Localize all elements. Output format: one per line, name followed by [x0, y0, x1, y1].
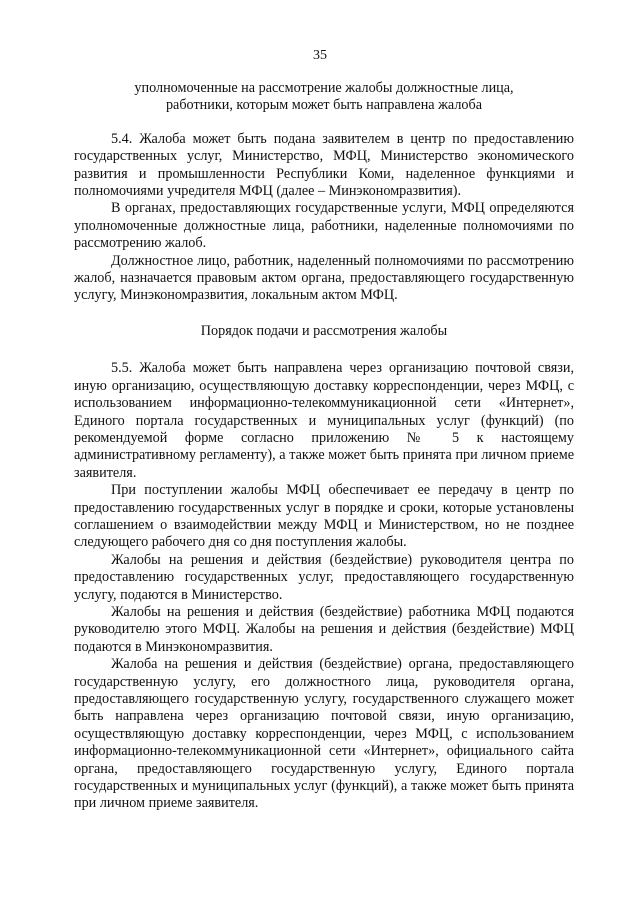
heading-line: уполномоченные на рассмотрение жалобы должностные лица, — [134, 80, 514, 96]
section-heading-responsible-persons — [74, 80, 574, 115]
page-number: 35 — [313, 48, 327, 63]
paragraph-5-5: 5.5. Жалоба может быть направлена через организацию почтовой связи, иную организацию, осуществляющую доставку корреспонденции, через МФЦ, с использованием информационно-телекоммуникационной сети «Интернет», Единого портала государственных и муниципальных услуг (функций) (по рекомендуемой форме согласно приложению № 5 к настоящему административному регламенту), а также может быть принята при личном приеме заявителя. — [74, 360, 574, 481]
paragraph-mfc-transfer: При поступлении жалобы МФЦ обеспечивает ее передачу в центр по предоставлению государственных услуг в порядке и сроки, которые установлены соглашением о взаимодействии между МФЦ и Министерством, но не позднее следующего рабочего дня со дня поступления жалобы. — [74, 482, 574, 551]
paragraph-mfc-worker-complaints: Жалобы на решения и действия (бездействие) работника МФЦ подаются руководителю этого МФЦ. Жалобы на решения и действия (бездействие) МФЦ подаются в Минэкономразвития. — [74, 603, 574, 655]
paragraph-authority-complaints: Жалоба на решения и действия (бездействие) органа, предоставляющего государственную услугу, его должностного лица, руководителя органа, предоставляющего государственную услугу, государственного служащего может быть направлена через организацию почтовой связи, иную организацию, осуществляющую доставку корреспонденции, через МФЦ, с использованием информационно-телекоммуникационной сети «Интернет», официального сайта органа, предоставляющего государственную услугу, Единого портала государственных и муниципальных услуг (функций), а также может быть принята при личном приеме заявителя. — [74, 656, 574, 812]
paragraph-appointment: Должностное лицо, работник, наделенный полномочиями по рассмотрению жалоб, назначается правовым актом органа, предоставляющего государственную услугу, Минэкономразвития, локальным актом МФЦ. — [74, 252, 574, 304]
section-heading-complaint-procedure: Порядок подачи и рассмотрения жалобы — [200, 322, 448, 339]
paragraph-center-head-complaints: Жалобы на решения и действия (бездействие) руководителя центра по предоставлению государственных услуг, предоставляющего государственную услугу, подаются в Министерство. — [74, 551, 574, 603]
document-body — [74, 76, 574, 813]
paragraph-responsible-officials: В органах, предоставляющих государственные услуги, МФЦ определяются уполномоченные должностные лица, работники, наделенные полномочиями по рассмотрению жалоб. — [74, 200, 574, 252]
paragraph-5-4: 5.4. Жалоба может быть подана заявителем в центр по предоставлению государственных услуг, Министерство, МФЦ, Министерство экономического развития и промышленности Республики Коми, наделенное функциями и полномочиями учредителя МФЦ (далее – Минэкономразвития). — [74, 130, 574, 200]
heading-line: работники, которым может быть направлена жалоба — [165, 97, 483, 114]
